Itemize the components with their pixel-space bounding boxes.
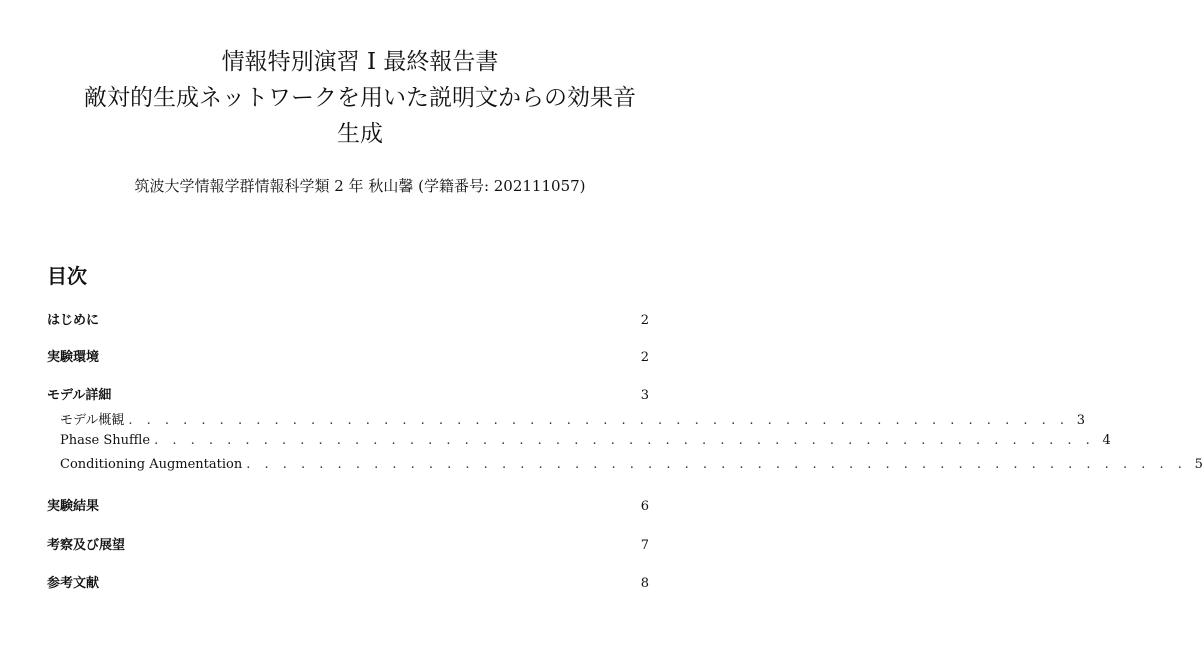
toc-dot-leader: . . . . . . . . . . . . . . . . . . . . . . . . . . . . . . . . . . . . . . . . . . . . . . . . . . . . — [128, 413, 1069, 428]
toc-entry-discussion[interactable] — [47, 534, 649, 554]
toc-page-number: 2 — [640, 313, 649, 328]
toc-page-number: 5 — [1194, 457, 1203, 472]
toc-subentry-phase-shuffle[interactable] — [60, 433, 1111, 453]
toc-entry-label: Phase Shuffle — [60, 433, 151, 448]
toc-dot-leader: . . . . . . . . . . . . . . . . . . . . . . . . . . . . . . . . . . . . . . . . . . . . . . . . . . . . — [246, 457, 1187, 472]
toc-entry-label: はじめに — [47, 313, 100, 328]
toc-dot-leader: . . . . . . . . . . . . . . . . . . . . . . . . . . . . . . . . . . . . . . . . . . . . . . . . . . . . — [154, 433, 1095, 448]
toc-page-number: 3 — [640, 388, 649, 403]
toc-entry-label: モデル概観 — [60, 413, 125, 428]
toc-subentry-conditioning-augmentation[interactable] — [60, 457, 1203, 477]
toc-entry-label: 実験環境 — [47, 350, 100, 365]
title-line-2: 敵対的生成ネットワークを用いた説明文からの効果音 — [84, 85, 636, 111]
toc-subentry-model-overview[interactable] — [60, 409, 1085, 429]
toc-page-number: 3 — [1076, 413, 1085, 428]
toc-entry-label: Conditioning Augmentation — [60, 457, 243, 472]
title-line-3: 生成 — [337, 121, 383, 147]
title-line-1: 情報特別演習 I 最終報告書 — [221, 49, 499, 75]
document-title — [40, 44, 680, 152]
toc-page-number: 6 — [640, 499, 649, 514]
toc-entry-results[interactable] — [47, 495, 649, 515]
toc-heading: 目次 — [47, 264, 87, 288]
toc-page-number: 4 — [1102, 433, 1111, 448]
author-line: 筑波大学情報学群情報科学類 2 年 秋山馨 (学籍番号: 202111057) — [134, 177, 586, 195]
toc-entry-experiment-environment[interactable] — [47, 346, 649, 366]
toc-page-number: 8 — [640, 576, 649, 591]
toc-entry-references[interactable] — [47, 572, 649, 592]
toc-entry-model-details[interactable] — [47, 384, 649, 404]
toc-entry-introduction[interactable] — [47, 309, 649, 329]
toc-page-number: 7 — [640, 538, 649, 553]
toc-page-number: 2 — [640, 350, 649, 365]
toc-entry-label: 実験結果 — [47, 499, 100, 514]
toc-entry-label: 考察及び展望 — [47, 538, 126, 553]
toc-entry-label: 参考文献 — [47, 576, 100, 591]
toc-entry-label: モデル詳細 — [47, 388, 112, 403]
